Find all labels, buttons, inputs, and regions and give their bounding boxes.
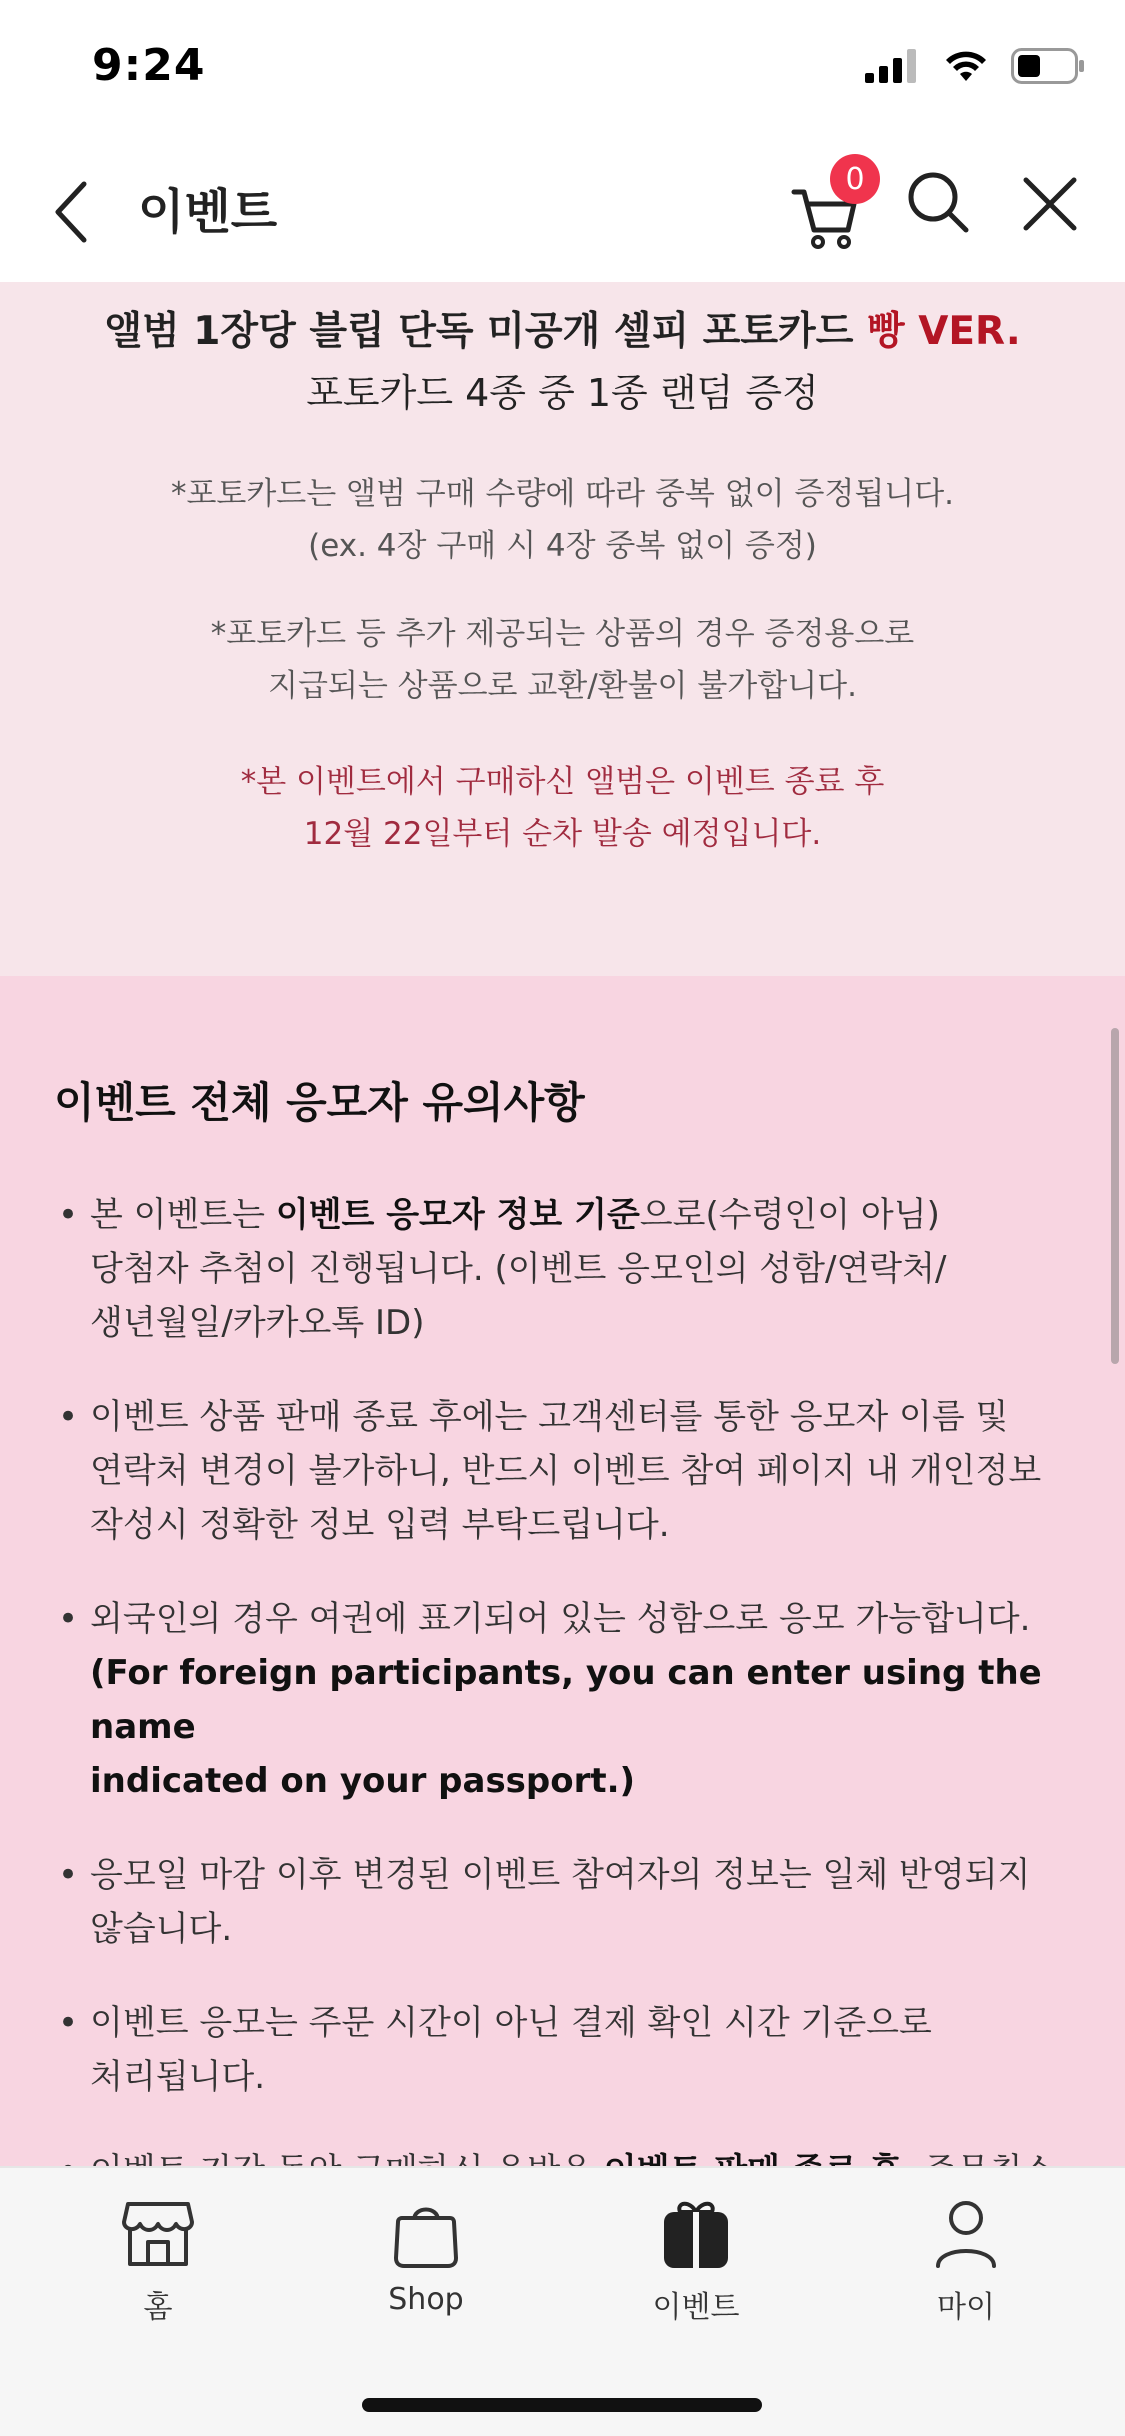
gift-note-duplicate: [0, 468, 1125, 572]
store-icon: [118, 2198, 198, 2270]
gift-title-accent: 빵 VER.: [866, 309, 1021, 354]
gift-title-main: 앨범 1장당 블립 단독 미공개 셀피 포토카드: [104, 309, 867, 354]
signal-icon: [865, 49, 921, 83]
notice-text: 처리됩니다.: [90, 2057, 266, 2097]
notice-bold-text: indicated on your passport.): [90, 1761, 636, 1801]
list-item: [58, 1592, 1078, 1808]
top-navigation-bar: [0, 140, 1125, 282]
gift-note-line: (ex. 4장 구매 시 4장 중복 없이 증정): [308, 528, 817, 564]
tab-label: 이벤트: [652, 2290, 740, 2325]
notice-text: 외국인의 경우 여권에 표기되어 있는 성함으로 응모 가능합니다.: [90, 1599, 1031, 1639]
tab-label: 마이: [937, 2290, 995, 2325]
list-item: [58, 1390, 1078, 1552]
back-button[interactable]: [40, 172, 100, 252]
list-item: [58, 1996, 1078, 2104]
gift-title: [0, 300, 1125, 356]
search-icon: [906, 170, 970, 234]
notice-title: 이벤트 전체 응모자 유의사항: [54, 1078, 585, 1127]
notice-text: 이벤트 응모는 주문 시간이 아닌 결제 확인 시간 기준으로: [90, 2003, 932, 2043]
chevron-left-icon: [50, 180, 90, 244]
bullet: •: [58, 1599, 79, 1639]
list-item: [58, 1188, 1078, 1350]
close-button[interactable]: [1020, 174, 1092, 250]
gift-note-line: 12월 22일부터 순차 발송 예정입니다.: [303, 816, 822, 852]
cart-count-badge: 0: [830, 154, 880, 204]
gift-note-line: 지급되는 상품으로 교환/환불이 불가합니다.: [268, 668, 857, 704]
wifi-icon: [943, 49, 989, 83]
notice-bold-text: 이벤트 응모자 정보 기준: [275, 1195, 640, 1235]
bullet: •: [58, 1195, 79, 1235]
gift-info-section: [0, 282, 1125, 976]
gift-icon: [656, 2198, 736, 2270]
bullet: •: [58, 2003, 79, 2043]
notice-text: 응모일 마감 이후 변경된 이벤트 참여자의 정보는 일체 반영되지: [90, 1855, 1031, 1895]
status-icons: [865, 48, 1085, 84]
status-bar: [0, 0, 1125, 140]
tab-shop[interactable]: [326, 2198, 526, 2338]
notice-text: 본 이벤트는: [90, 1195, 276, 1235]
gift-note-line: *본 이벤트에서 구매하신 앨범은 이벤트 종료 후: [240, 764, 885, 800]
tab-home[interactable]: [58, 2198, 258, 2338]
notice-text: 생년월일/카카오톡 ID): [90, 1303, 425, 1343]
tab-label: Shop: [388, 2282, 464, 2317]
shopping-bag-icon: [386, 2198, 466, 2270]
scrollbar[interactable]: [1111, 1028, 1119, 1364]
bullet: •: [58, 1855, 79, 1895]
home-indicator[interactable]: [362, 2398, 762, 2412]
gift-note-line: *포토카드는 앨범 구매 수량에 따라 중복 없이 증정됩니다.: [170, 476, 955, 512]
tab-my[interactable]: [866, 2198, 1066, 2338]
user-icon: [926, 2198, 1006, 2270]
gift-note-refund: [0, 608, 1125, 712]
list-item: [58, 1848, 1078, 1956]
status-time: 9:24: [92, 40, 206, 91]
search-button[interactable]: [906, 170, 986, 254]
battery-icon: [1011, 48, 1085, 84]
notice-text: 으로(수령인이 아님): [639, 1195, 940, 1235]
gift-subtitle: 포토카드 4종 중 1종 랜덤 증정: [306, 371, 819, 415]
gift-note-line: *포토카드 등 추가 제공되는 상품의 경우 증정용으로: [210, 616, 915, 652]
notice-text: 않습니다.: [90, 1909, 233, 1949]
close-icon: [1020, 174, 1080, 234]
notice-bold-text: (For foreign participants, you can enter using the name: [90, 1653, 1042, 1747]
notice-text: 작성시 정확한 정보 입력 부탁드립니다.: [90, 1505, 670, 1545]
tab-label: 홈: [143, 2290, 173, 2325]
bottom-tab-bar: [0, 2166, 1125, 2436]
tab-event[interactable]: [596, 2198, 796, 2338]
notice-text: 당첨자 추첨이 진행됩니다. (이벤트 응모인의 성함/연락처/: [90, 1249, 947, 1289]
notice-text: 연락처 변경이 불가하니, 반드시 이벤트 참여 페이지 내 개인정보: [90, 1451, 1042, 1491]
page-title: 이벤트: [138, 184, 278, 240]
notice-list: [58, 1188, 1078, 2292]
notice-section: [0, 976, 1125, 2166]
gift-note-shipping: [0, 756, 1125, 860]
notice-text: 이벤트 상품 판매 종료 후에는 고객센터를 통한 응모자 이름 및: [90, 1397, 1009, 1437]
bullet: •: [58, 1397, 79, 1437]
